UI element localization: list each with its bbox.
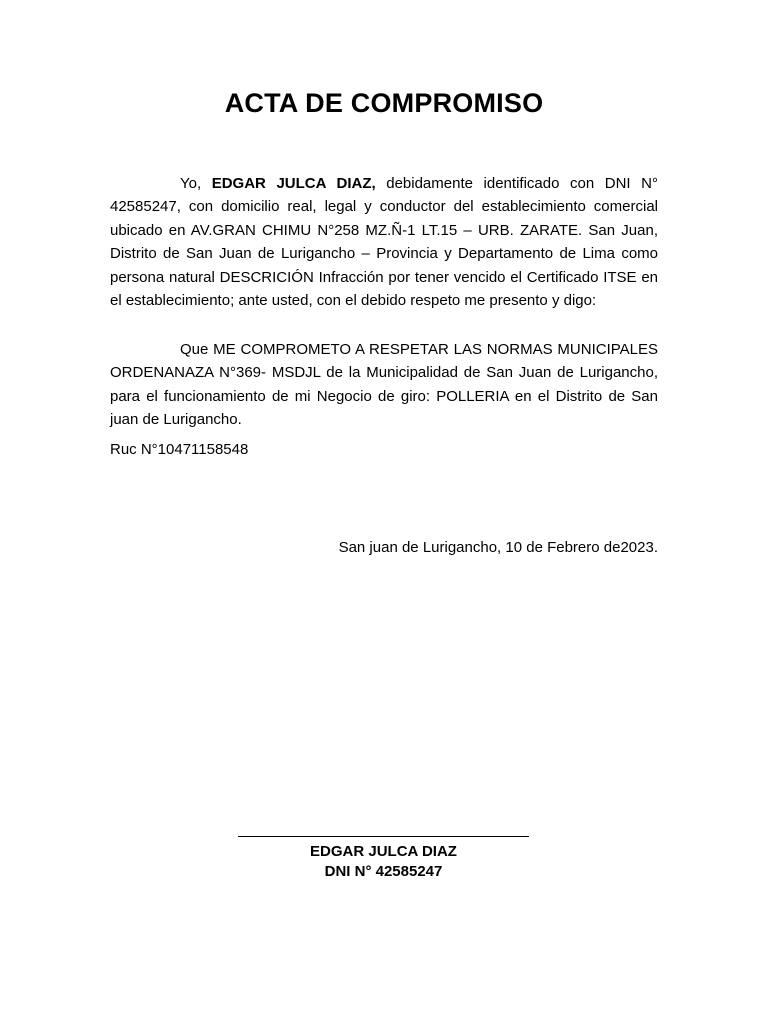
place-date-line: San juan de Lurigancho, 10 de Febrero de2023. <box>338 539 658 556</box>
document-title: ACTA DE COMPROMISO <box>224 88 544 118</box>
statement-text: Que ME COMPROMETO A RESPETAR LAS NORMAS MUNICIPALES ORDENANAZA N°369- MSDJL de la Municipalidad de San Juan de Lurigancho, para el funcionamiento de mi Negocio de giro: POLLERIA en el Distrito de San juan de Lurigancho. <box>110 341 658 429</box>
signature-dni: DNI N° 42585247 <box>324 863 443 880</box>
paragraph-prefix: Yo, <box>180 175 212 192</box>
ruc-number: Ruc N°10471158548 <box>110 441 249 458</box>
signature-name: EDGAR JULCA DIAZ <box>310 843 457 860</box>
commitment-paragraph-statement <box>110 338 658 432</box>
paragraph-body: debidamente identificado con DNI N° 42585247, con domicilio real, legal y conductor del establecimiento comercial ubicado en AV.GRAN CHIMU N°258 MZ.Ñ-1 LT.15 – URB. ZARATE. San Juan, Distrito de San Juan de Lurigancho – Provincia y Departamento de Lima como persona natural DESCRICIÓN Infracción por tener vencido el Certificado ITSE en el establecimiento; ante usted, con el debido respeto me presento y digo: <box>110 175 658 310</box>
signature-line <box>238 836 529 837</box>
commitment-paragraph-identity <box>110 172 658 312</box>
declarant-name: EDGAR JULCA DIAZ, <box>211 175 376 192</box>
